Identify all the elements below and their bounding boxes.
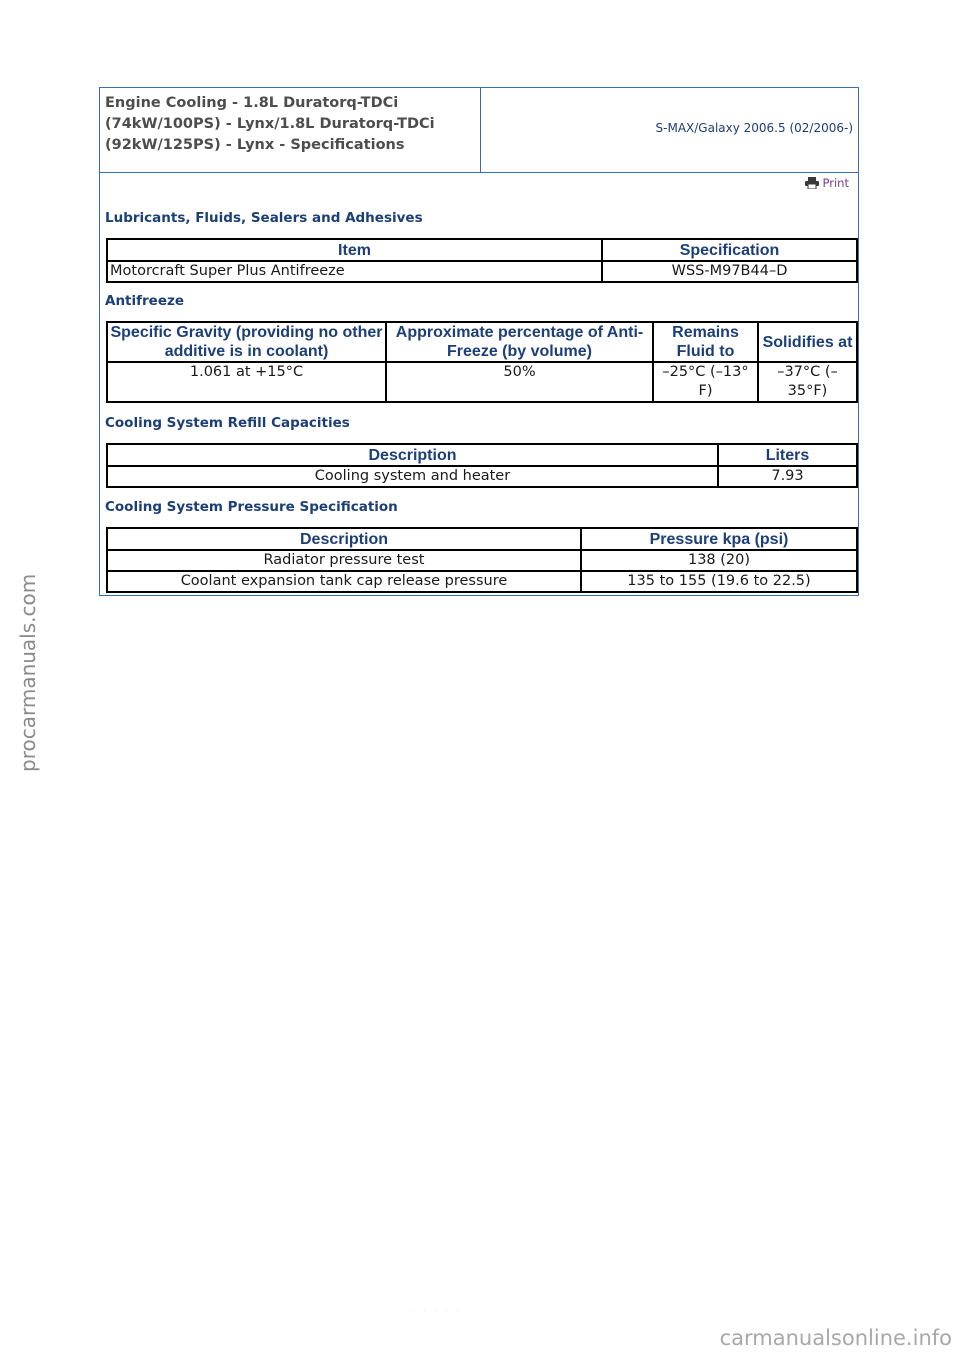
header-cell: Remains Fluid to [653,322,758,362]
section-title-pressure: Cooling System Pressure Specification [105,499,398,515]
footer-watermark: carmanualsonline.info [719,1326,952,1350]
header-cell: Pressure kpa (psi) [581,528,857,550]
table-cell: Cooling system and heater [107,466,718,487]
print-label: Print [822,176,849,190]
vehicle-model: S-MAX/Galaxy 2006.5 (02/2006-) [655,121,853,135]
table-header-row [107,239,857,261]
table-row [107,362,857,402]
header-cell: Specification [602,239,857,261]
table-cell: 138 (20) [581,550,857,571]
header-cell: Approximate percentage of Anti-Freeze (by volume) [386,322,653,362]
header-cell: Description [107,528,581,550]
section-title-refill: Cooling System Refill Capacities [105,415,350,431]
header-cell: Item [107,239,602,261]
table-cell: 1.061 at +15°C [107,362,386,402]
table-header-row [107,444,857,466]
table-header-row [107,528,857,550]
header-cell: Solidifies at [758,322,857,362]
table-row [107,571,857,592]
table-header-row [107,322,857,362]
print-button[interactable] [805,176,849,190]
table-cell: –37°C (– 35°F) [758,362,857,402]
header-cell: Description [107,444,718,466]
printer-icon [805,177,819,189]
side-watermark: procarmanuals.com [16,573,40,772]
table-cell: Motorcraft Super Plus Antifreeze [107,261,602,282]
document-header [100,88,858,173]
table-antifreeze [106,321,858,403]
section-title-antifreeze: Antifreeze [105,293,184,309]
table-row [107,466,857,487]
table-cell: Radiator pressure test [107,550,581,571]
table-cell: 50% [386,362,653,402]
header-cell: Specific Gravity (providing no other additive is in coolant) [107,322,386,362]
header-title-cell [100,88,481,172]
table-lubricants [106,238,858,283]
table-row [107,261,857,282]
table-refill [106,443,858,488]
section-title-lubricants: Lubricants, Fluids, Sealers and Adhesives [105,210,423,226]
header-cell: Liters [718,444,857,466]
document-frame [99,87,859,596]
document-title: Engine Cooling - 1.8L Duratorq-TDCi (74kW/100PS) - Lynx/1.8L Duratorq-TDCi (92kW/125PS) - Lynx - Specifications [105,95,435,153]
table-cell: 7.93 [718,466,857,487]
table-row [107,550,857,571]
table-cell: WSS-M97B44–D [602,261,857,282]
table-cell: –25°C (–13° F) [653,362,758,402]
table-cell: Coolant expansion tank cap release pressure [107,571,581,592]
faint-page-mark: · · · · · [412,1306,462,1315]
table-cell: 135 to 155 (19.6 to 22.5) [581,571,857,592]
table-pressure [106,527,858,593]
